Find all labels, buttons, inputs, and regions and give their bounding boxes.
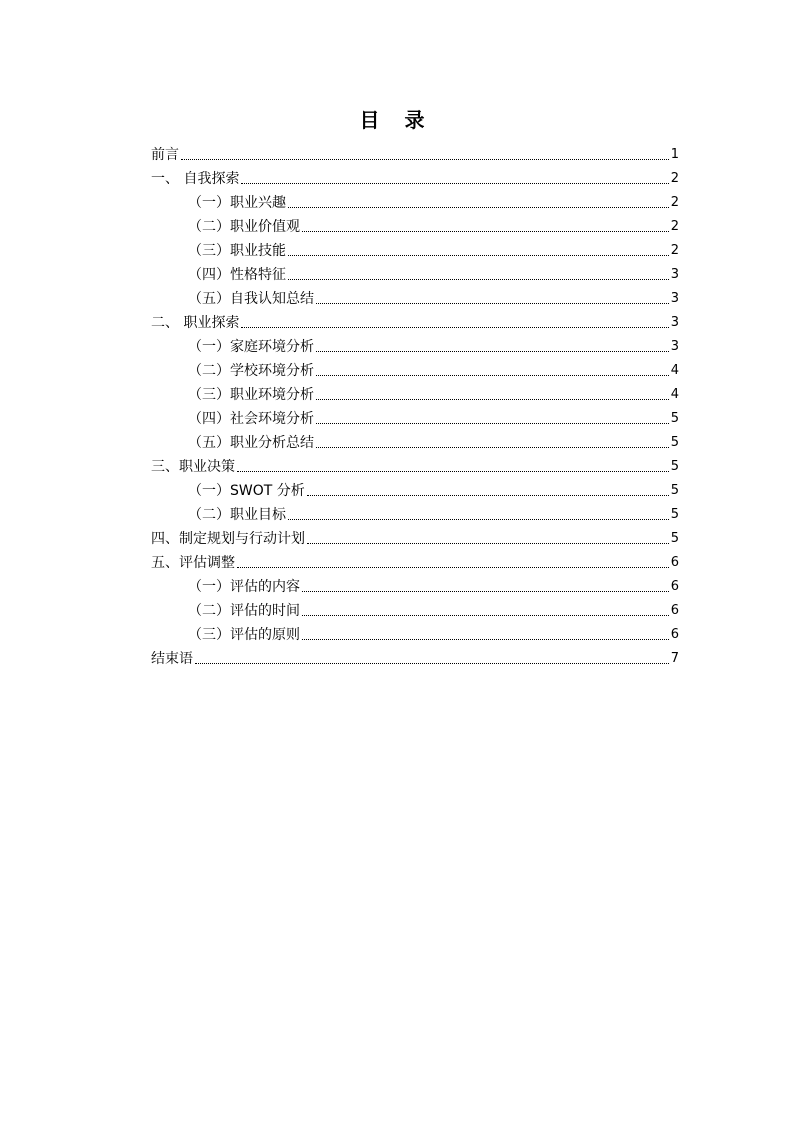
toc-entry-conclusion[interactable]	[151, 645, 679, 669]
toc-entry-label: 三、职业决策	[151, 459, 235, 475]
toc-entry-label: （四）性格特征	[188, 267, 286, 283]
toc-leader-dots	[316, 351, 669, 352]
toc-page-number: 3	[670, 315, 679, 330]
toc-entry-preface[interactable]	[151, 141, 679, 165]
toc-leader-dots	[316, 375, 669, 376]
toc-entry-career-goals[interactable]	[151, 501, 679, 525]
toc-entry-school-environment[interactable]	[151, 357, 679, 381]
toc-entry-label: （五）自我认知总结	[188, 291, 314, 307]
toc-entry-personality[interactable]	[151, 261, 679, 285]
toc-entry-evaluation-time[interactable]	[151, 597, 679, 621]
toc-entry-label: 二、 职业探索	[151, 315, 240, 331]
toc-leader-dots	[316, 399, 669, 400]
toc-entry-label: （二）学校环境分析	[188, 363, 314, 379]
toc-leader-dots	[302, 231, 669, 232]
toc-page-number: 5	[670, 459, 679, 474]
toc-entry-label: （一）SWOT 分析	[188, 483, 305, 499]
toc-entry-career-values[interactable]	[151, 213, 679, 237]
toc-page-number: 2	[670, 195, 679, 210]
toc-entry-label: 前言	[151, 147, 179, 163]
toc-leader-dots	[302, 639, 669, 640]
toc-page-number: 5	[670, 435, 679, 450]
toc-leader-dots	[307, 495, 669, 496]
toc-page-number: 6	[670, 627, 679, 642]
toc-entry-label: （二）职业目标	[188, 507, 286, 523]
toc-page-number: 4	[670, 387, 679, 402]
toc-entry-label: （三）评估的原则	[188, 627, 300, 643]
toc-page-number: 5	[670, 411, 679, 426]
toc-entry-career-skills[interactable]	[151, 237, 679, 261]
toc-leader-dots	[316, 423, 669, 424]
toc-entry-self-exploration[interactable]	[151, 165, 679, 189]
toc-entry-label: （二）评估的时间	[188, 603, 300, 619]
toc-entry-career-exploration[interactable]	[151, 309, 679, 333]
toc-entry-label: 结束语	[151, 651, 193, 667]
toc-leader-dots	[181, 159, 669, 160]
toc-entry-evaluation-adjustment[interactable]	[151, 549, 679, 573]
toc-entry-label: （三）职业环境分析	[188, 387, 314, 403]
toc-page-number: 5	[670, 507, 679, 522]
toc-entry-label: 四、制定规划与行动计划	[151, 531, 305, 547]
toc-leader-dots	[237, 471, 669, 472]
toc-page-number: 2	[670, 171, 679, 186]
toc-leader-dots	[288, 519, 669, 520]
toc-entry-swot-analysis[interactable]	[151, 477, 679, 501]
toc-entry-career-environment[interactable]	[151, 381, 679, 405]
toc-leader-dots	[195, 663, 669, 664]
toc-page-number: 6	[670, 579, 679, 594]
toc-entry-planning-action[interactable]	[151, 525, 679, 549]
toc-leader-dots	[288, 207, 669, 208]
toc-entry-evaluation-principles[interactable]	[151, 621, 679, 645]
toc-entry-label: （三）职业技能	[188, 243, 286, 259]
toc-entry-label: （四）社会环境分析	[188, 411, 314, 427]
toc-entry-label: （五）职业分析总结	[188, 435, 314, 451]
toc-entry-career-analysis-summary[interactable]	[151, 429, 679, 453]
toc-leader-dots	[288, 279, 669, 280]
toc-page-number: 6	[670, 603, 679, 618]
toc-leader-dots	[302, 591, 669, 592]
toc-title: 目 录	[359, 108, 434, 132]
toc-page-number: 4	[670, 363, 679, 378]
toc-entry-label: （一）评估的内容	[188, 579, 300, 595]
toc-page-number: 1	[670, 147, 679, 162]
toc-entry-label: （一）家庭环境分析	[188, 339, 314, 355]
toc-page-number: 7	[670, 651, 679, 666]
toc-entry-social-environment[interactable]	[151, 405, 679, 429]
toc-page-number: 5	[670, 531, 679, 546]
toc-leader-dots	[241, 183, 668, 184]
toc-leader-dots	[316, 447, 669, 448]
toc-leader-dots	[316, 303, 669, 304]
toc-entry-career-interest[interactable]	[151, 189, 679, 213]
toc-page-number: 6	[670, 555, 679, 570]
toc-page-number: 3	[670, 339, 679, 354]
toc-entry-label: 五、评估调整	[151, 555, 235, 571]
toc-entry-label: （二）职业价值观	[188, 219, 300, 235]
toc-leader-dots	[288, 255, 669, 256]
toc-page-number: 3	[670, 291, 679, 306]
toc-leader-dots	[241, 327, 668, 328]
toc-list	[151, 141, 679, 669]
toc-leader-dots	[302, 615, 669, 616]
toc-entry-label: 一、 自我探索	[151, 171, 240, 187]
toc-page-number: 2	[670, 219, 679, 234]
toc-entry-evaluation-content[interactable]	[151, 573, 679, 597]
toc-entry-family-environment[interactable]	[151, 333, 679, 357]
toc-page-number: 3	[670, 267, 679, 282]
toc-entry-label: （一）职业兴趣	[188, 195, 286, 211]
toc-page-number: 2	[670, 243, 679, 258]
toc-entry-self-summary[interactable]	[151, 285, 679, 309]
toc-leader-dots	[307, 543, 669, 544]
toc-page-number: 5	[670, 483, 679, 498]
toc-leader-dots	[237, 567, 669, 568]
toc-entry-career-decision[interactable]	[151, 453, 679, 477]
